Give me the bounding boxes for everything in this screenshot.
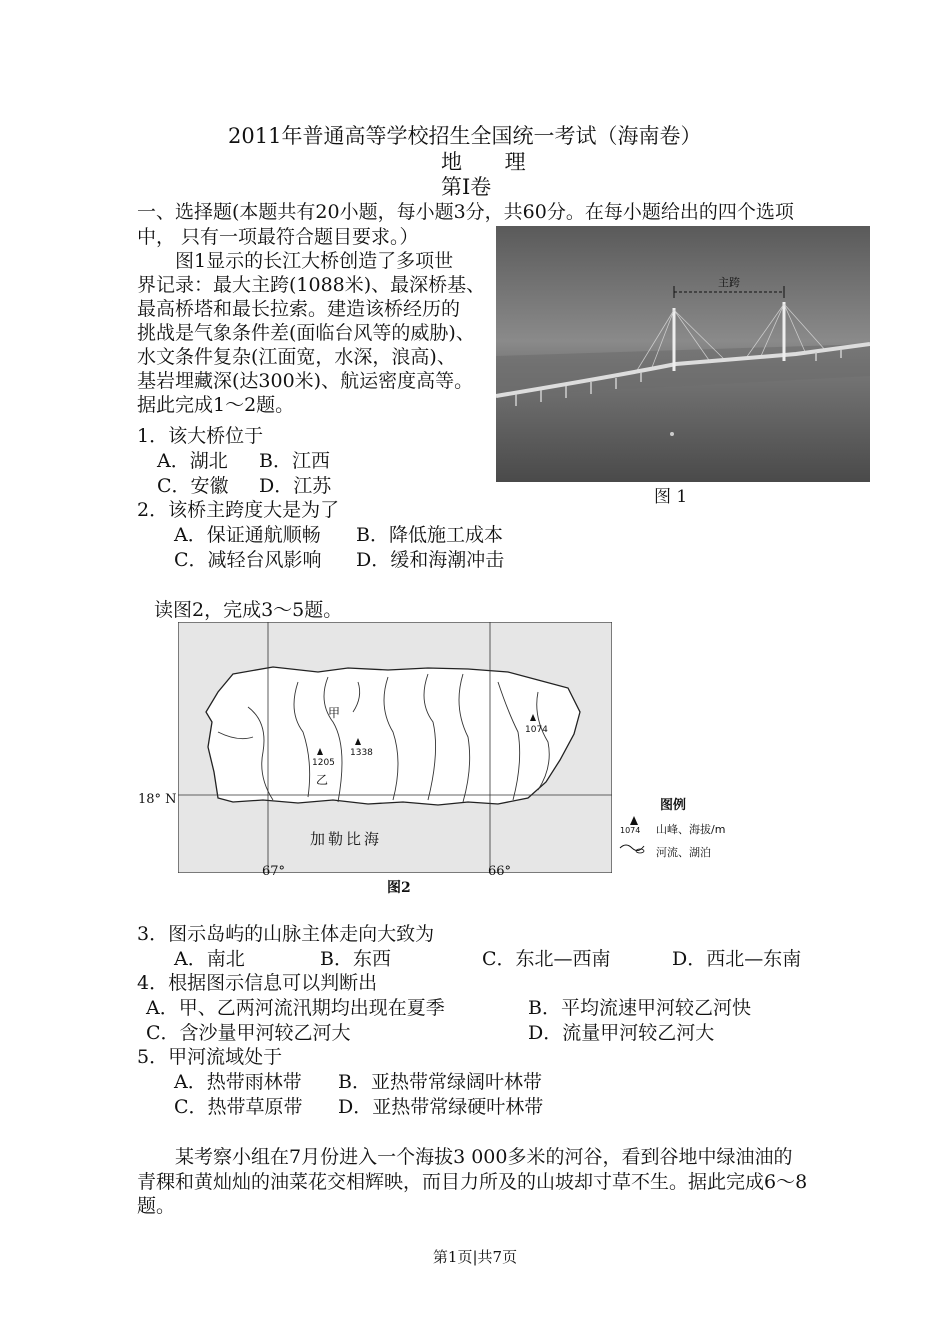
bridge-photo (496, 226, 870, 482)
latitude-label: 18° N (138, 792, 177, 807)
legend-title: 图例 (660, 798, 687, 813)
passage-line: 图1显示的长江大桥创造了多项世 (175, 250, 454, 272)
q1-option-c[interactable]: C．安徽 (157, 475, 229, 497)
river-yi-label: 乙 (316, 773, 329, 787)
q5-option-d[interactable]: D．亚热带常绿硬叶林带 (338, 1096, 544, 1118)
longitude-66-label: 66° (488, 864, 512, 879)
subject-title: 地 理 (441, 150, 544, 174)
sea-label: 加勒比海 (310, 830, 383, 848)
passage-line: 最高桥塔和最长拉索。建造该桥经历的 (137, 298, 461, 320)
legend-peak-value: 1074 (620, 826, 641, 835)
legend-river-label: 河流、湖泊 (656, 846, 711, 859)
q5-option-c[interactable]: C．热带草原带 (174, 1096, 303, 1118)
passage3-line1: 某考察小组在7月份进入一个海拔3 000多米的河谷，看到谷地中绿油油的 (175, 1146, 793, 1168)
map-intro: 读图2，完成3～5题。 (154, 599, 343, 621)
figure2-caption: 图2 (387, 880, 411, 896)
q2-option-c[interactable]: C．减轻台风影响 (174, 549, 322, 571)
peak-elevation-1205: 1205 (312, 758, 335, 768)
q4-option-b[interactable]: B．平均流速甲河较乙河快 (528, 997, 751, 1019)
main-span-label: 主跨 (718, 276, 740, 289)
q3-option-d[interactable]: D．西北—东南 (672, 948, 802, 970)
q3-option-c[interactable]: C．东北—西南 (482, 948, 611, 970)
q3-option-b[interactable]: B．东西 (320, 948, 391, 970)
q5-option-b[interactable]: B．亚热带常绿阔叶林带 (338, 1071, 542, 1093)
longitude-67-label: 67° (262, 864, 286, 879)
passage-line: 挑战是气象条件差(面临台风等的威胁)、 (137, 322, 475, 344)
peak-elevation-1338: 1338 (350, 748, 373, 758)
question-2-stem: 2．该桥主跨度大是为了 (137, 499, 340, 521)
river-legend-icon (618, 840, 648, 856)
q1-option-a[interactable]: A．湖北 (157, 450, 228, 472)
river-jia-label: 甲 (328, 706, 341, 720)
passage3-line3: 题。 (137, 1195, 176, 1217)
q4-option-c[interactable]: C．含沙量甲河较乙河大 (146, 1022, 351, 1044)
island-map (178, 622, 612, 873)
question-1-stem: 1．该大桥位于 (137, 425, 264, 447)
figure1-caption: 图 1 (654, 487, 688, 507)
map-legend (618, 790, 768, 870)
question-5-stem: 5．甲河流域处于 (137, 1046, 283, 1068)
section-instruction-line1: 一、选择题(本题共有20小题，每小题3分，共60分。在每小题给出的四个选项 (137, 201, 794, 223)
question-4-stem: 4．根据图示信息可以判断出 (137, 972, 378, 994)
q4-option-a[interactable]: A．甲、乙两河流汛期均出现在夏季 (146, 997, 445, 1019)
section-instruction-line2: 中， 只有一项最符合题目要求。） (137, 226, 419, 248)
bridge-passage (137, 249, 493, 417)
page-footer: 第1页|共7页 (432, 1248, 518, 1266)
passage-line: 水文条件复杂(江面宽，水深，浪高)、 (137, 346, 456, 368)
peak-elevation-1074: 1074 (525, 725, 548, 735)
exam-title: 2011年普通高等学校招生全国统一考试（海南卷） (228, 124, 702, 148)
passage-line: 界记录：最大主跨(1088米)、最深桥基、 (137, 274, 486, 296)
legend-peak-label: 山峰、海拔/m (656, 823, 726, 836)
q1-option-b[interactable]: B．江西 (259, 450, 330, 472)
q2-option-b[interactable]: B．降低施工成本 (356, 524, 503, 546)
volume-title: 第Ⅰ卷 (441, 175, 492, 199)
q3-option-a[interactable]: A．南北 (174, 948, 245, 970)
peak-legend-icon (628, 816, 640, 826)
passage-line: 基岩埋藏深(达300米)、航运密度高等。 (137, 370, 474, 392)
passage-line: 据此完成1～2题。 (137, 394, 295, 416)
q2-option-a[interactable]: A．保证通航顺畅 (174, 524, 321, 546)
q4-option-d[interactable]: D．流量甲河较乙河大 (528, 1022, 715, 1044)
q2-option-d[interactable]: D．缓和海潮冲击 (356, 549, 505, 571)
q1-option-d[interactable]: D．江苏 (259, 475, 332, 497)
q5-option-a[interactable]: A．热带雨林带 (174, 1071, 302, 1093)
passage3-line2: 青稞和黄灿灿的油菜花交相辉映，而目力所及的山坡却寸草不生。据此完成6～8 (137, 1171, 808, 1193)
question-3-stem: 3．图示岛屿的山脉主体走向大致为 (137, 923, 435, 945)
